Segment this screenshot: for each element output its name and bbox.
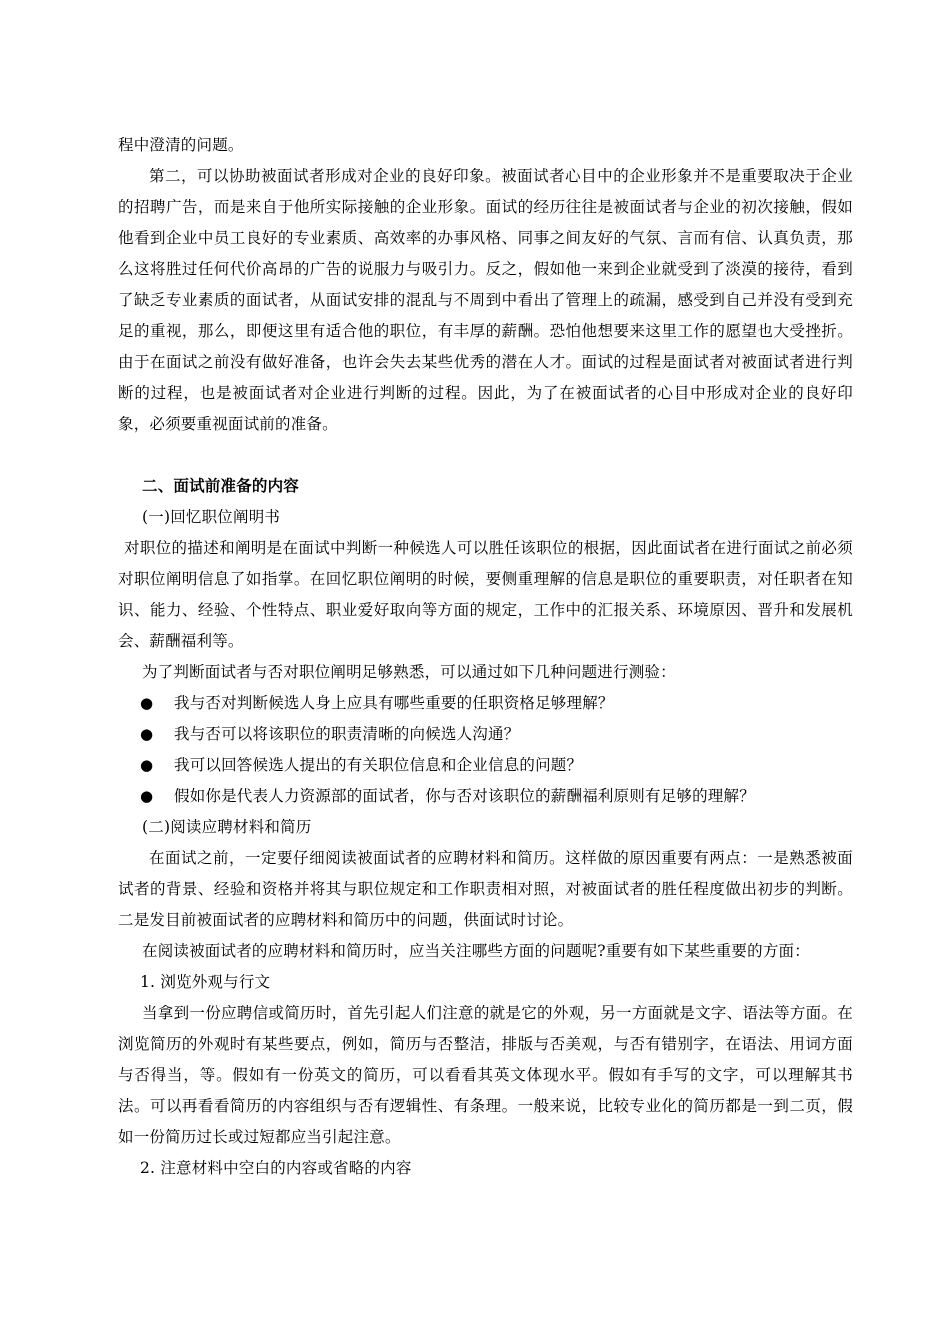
bullet-item [118, 781, 853, 812]
numbered-heading-2: 2. 注意材料中空白的内容或省略的内容 [140, 1159, 412, 1177]
bullet-item [118, 719, 853, 750]
bullet-icon: ● [140, 787, 154, 805]
numbered-heading-1: 1. 浏览外观与行文 [140, 973, 271, 991]
bullet-icon: ● [140, 725, 154, 743]
subsection-heading-2: (二)阅读应聘材料和简历 [142, 818, 312, 836]
paragraph-continuation: 程中澄清的问题。 [118, 136, 244, 154]
section-heading: 二、面试前准备的内容 [142, 477, 300, 495]
paragraph-focus-aspects: 在阅读被面试者的应聘材料和简历时，应当关注哪些方面的问题呢?重要有如下某些重要的方面： [142, 942, 810, 960]
bullet-text: 我与否可以将该职位的职责清晰的向候选人沟通？ [174, 725, 520, 743]
bullet-text: 我可以回答候选人提出的有关职位信息和企业信息的问题？ [174, 756, 583, 774]
bullet-icon: ● [140, 694, 154, 712]
paragraph-job-description: 对职位的描述和阐明是在面试中判断一种候选人可以胜任该职位的根据，因此面试者在进行面试之前必须对职位阐明信息了如指掌。在回忆职位阐明的时候，要侧重理解的信息是职位的重要职责，对任职者在知识、能力、经验、个性特点、职业爱好取向等方面的规定，工作中的汇报关系、环境原因、晋升和发展机会、薪酬福利等。 [118, 539, 853, 650]
bullet-item [118, 750, 853, 781]
paragraph-read-resume: 在面试之前，一定要仔细阅读被面试者的应聘材料和简历。这样做的原因重要有两点：一是熟悉被面试者的背景、经验和资格并将其与职位规定和工作职责相对照，对被面试者的胜任程度做出初步的判断。二是发目前被面试者的应聘材料和简历中的问题，供面试时讨论。 [118, 849, 853, 929]
bullet-icon: ● [140, 756, 154, 774]
bullet-text: 假如你是代表人力资源部的面试者，你与否对该职位的薪酬福利原则有足够的理解？ [174, 787, 755, 805]
paragraph-appearance: 当拿到一份应聘信或简历时，首先引起人们注意的就是它的外观，另一方面就是文字、语法等方面。在浏览简历的外观时有某些要点，例如，简历与否整洁，排版与否美观，与否有错别字，在语法、用词方面与否得当，等。假如有一份英文的简历，可以看看其英文体现水平。假如有手写的文字，可以理解其书法。可以再看看简历的内容组织与否有逻辑性、有条理。一般来说，比较专业化的简历都是一到二页，假如一份简历过长或过短都应当引起注意。 [118, 1004, 853, 1146]
subsection-heading-1: (一)回忆职位阐明书 [142, 508, 281, 526]
bullet-item [118, 688, 853, 719]
paragraph-test-intro: 为了判断面试者与否对职位阐明足够熟悉，可以通过如下几种问题进行测验： [142, 663, 676, 681]
document-body [118, 130, 853, 1184]
paragraph-second-point: 第二，可以协助被面试者形成对企业的良好印象。被面试者心目中的企业形象并不是重要取决于企业的招聘广告，而是来自于他所实际接触的企业形象。面试的经历往往是被面试者与企业的初次接触，假如他看到企业中员工良好的专业素质、高效率的办事风格、同事之间友好的气氛、言而有信、认真负责，那么这将胜过任何代价高昂的广告的说服力与吸引力。反之，假如他一来到企业就受到了淡漠的接待，看到了缺乏专业素质的面试者，从面试安排的混乱与不周到中看出了管理上的疏漏，感受到自己并没有受到充足的重视，那么，即便这里有适合他的职位，有丰厚的薪酬。恐怕他想要来这里工作的愿望也大受挫折。由于在面试之前没有做好准备，也许会失去某些优秀的潜在人才。面试的过程是面试者对被面试者进行判断的过程，也是被面试者对企业进行判断的过程。因此，为了在被面试者的心目中形成对企业的良好印象，必须要重视面试前的准备。 [118, 167, 853, 433]
bullet-text: 我与否对判断候选人身上应具有哪些重要的任职资格足够理解？ [174, 694, 614, 712]
